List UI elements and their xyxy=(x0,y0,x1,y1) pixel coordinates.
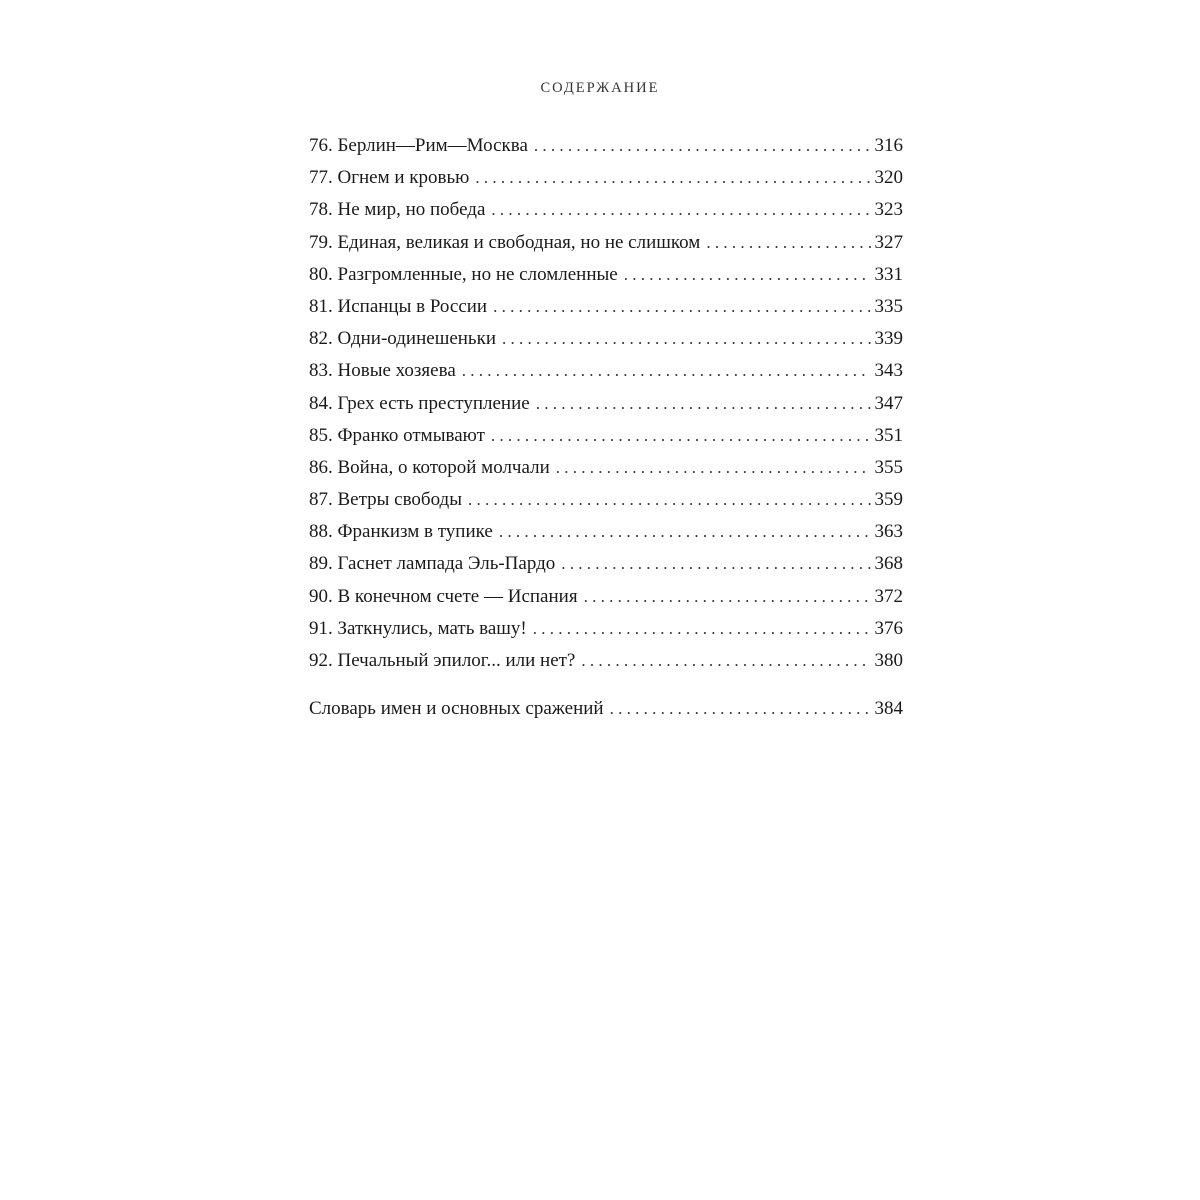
toc-entry-page: 351 xyxy=(874,424,903,446)
toc-entry-title: 83. Новые хозяева xyxy=(309,360,456,382)
toc-entry-page: 384 xyxy=(874,698,903,720)
toc-leader-dots xyxy=(502,323,871,355)
toc-entry-title: 89. Гаснет лампада Эль-Пардо xyxy=(309,553,556,575)
toc-entry xyxy=(309,581,903,613)
toc-entry xyxy=(309,645,903,677)
toc-entry-page: 376 xyxy=(874,617,903,639)
toc-entry xyxy=(309,516,903,548)
toc-entry-title: 81. Испанцы в России xyxy=(309,295,488,317)
toc-leader-dots xyxy=(499,516,871,548)
page-title: СОДЕРЖАНИЕ xyxy=(540,80,660,96)
toc-appendix-entry xyxy=(309,693,903,725)
toc-entry-title: 91. Заткнулись, мать вашу! xyxy=(309,617,527,639)
toc-leader-dots xyxy=(624,259,871,291)
toc-leader-dots xyxy=(536,388,871,420)
toc-entry xyxy=(309,355,903,387)
toc-leader-dots xyxy=(534,130,871,162)
toc-entry-title: 86. Война, о которой молчали xyxy=(309,456,550,478)
toc-leader-dots xyxy=(584,581,871,613)
toc-entry-title: 85. Франко отмывают xyxy=(309,424,485,446)
toc-entry-title: 76. Берлин—Рим—Москва xyxy=(309,135,528,156)
table-of-contents xyxy=(309,130,903,725)
toc-leader-dots xyxy=(610,693,871,725)
toc-entry-title: 79. Единая, великая и свободная, но не слишком xyxy=(309,231,701,253)
toc-entry-title: Словарь имен и основных сражений xyxy=(309,698,604,720)
toc-leader-dots xyxy=(561,548,870,580)
toc-entry-title: 87. Ветры свободы xyxy=(309,489,462,511)
toc-entry xyxy=(309,548,903,580)
toc-leader-dots xyxy=(493,291,870,323)
toc-entry-title: 77. Огнем и кровью xyxy=(309,167,470,189)
toc-entry-page: 359 xyxy=(874,489,903,511)
toc-leader-dots xyxy=(491,194,870,226)
toc-entry xyxy=(309,613,903,645)
toc-entry-page: 343 xyxy=(874,360,903,382)
toc-leader-dots xyxy=(581,645,870,677)
toc-leader-dots xyxy=(556,452,871,484)
toc-leader-dots xyxy=(491,420,871,452)
toc-entry xyxy=(309,291,903,323)
toc-leader-dots xyxy=(468,484,871,516)
toc-entry xyxy=(309,388,903,420)
toc-entry-page: 355 xyxy=(874,456,903,478)
toc-entry xyxy=(309,323,903,355)
toc-entry-title: 82. Одни-одинешеньки xyxy=(309,328,496,350)
toc-entry-page: 335 xyxy=(874,295,903,317)
toc-entry-page: 368 xyxy=(874,553,903,575)
toc-entry xyxy=(309,484,903,516)
toc-entry-page: 347 xyxy=(874,392,903,414)
toc-entry-page: 380 xyxy=(874,650,903,671)
toc-entry xyxy=(309,130,903,162)
toc-entry-title: 92. Печальный эпилог... или нет? xyxy=(309,650,576,671)
toc-entry-title: 90. В конечном счете — Испания xyxy=(309,585,578,607)
toc-entry xyxy=(309,162,903,194)
toc-entry xyxy=(309,227,903,259)
toc-entry-page: 323 xyxy=(874,199,903,221)
toc-entry-page: 327 xyxy=(874,231,903,253)
toc-entry xyxy=(309,194,903,226)
toc-leader-dots xyxy=(533,613,871,645)
toc-entry-title: 88. Франкизм в тупике xyxy=(309,521,493,543)
toc-entry xyxy=(309,259,903,291)
toc-entry-title: 80. Разгромленные, но не сломленные xyxy=(309,263,618,285)
toc-entry-page: 339 xyxy=(874,328,903,350)
toc-entry-title: 84. Грех есть преступление xyxy=(309,392,530,414)
toc-entry-page: 372 xyxy=(874,585,903,607)
toc-leader-dots xyxy=(462,355,871,387)
toc-entry xyxy=(309,452,903,484)
toc-entry-page: 320 xyxy=(874,167,903,189)
toc-entry-title: 78. Не мир, но победа xyxy=(309,199,486,221)
toc-entry-page: 331 xyxy=(874,263,903,285)
toc-entry-page: 363 xyxy=(874,521,903,543)
toc-entry-page: 316 xyxy=(874,135,903,156)
toc-leader-dots xyxy=(475,162,870,194)
toc-entry xyxy=(309,420,903,452)
toc-leader-dots xyxy=(706,227,870,259)
